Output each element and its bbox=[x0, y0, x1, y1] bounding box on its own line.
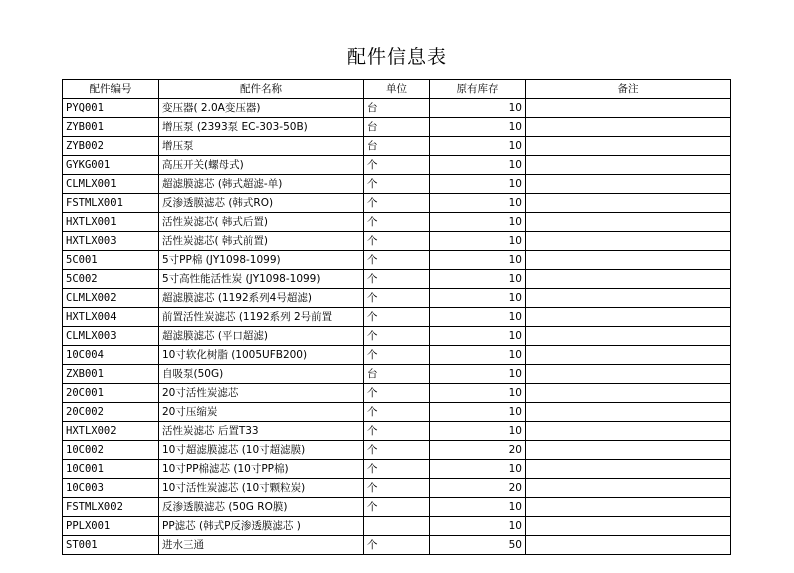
cell-stock[interactable]: 10 bbox=[430, 327, 526, 346]
table-row bbox=[63, 232, 731, 251]
cell-stock[interactable]: 10 bbox=[430, 365, 526, 384]
cell-code[interactable]: HXTLX002 bbox=[63, 422, 159, 441]
table-row bbox=[63, 99, 731, 118]
page-title: 配件信息表 bbox=[346, 46, 447, 68]
cell-stock[interactable]: 10 bbox=[430, 194, 526, 213]
cell-unit[interactable]: 个 bbox=[364, 232, 430, 251]
cell-name[interactable]: 增压泵 (2393泵 EC-303-50B) bbox=[159, 118, 364, 137]
cell-name[interactable]: 活性炭滤芯( 韩式后置) bbox=[159, 213, 364, 232]
cell-code[interactable]: 10C004 bbox=[63, 346, 159, 365]
cell-name[interactable]: 10寸活性炭滤芯 (10寸颗粒炭) bbox=[159, 479, 364, 498]
table-row bbox=[63, 308, 731, 327]
cell-unit[interactable]: 个 bbox=[364, 460, 430, 479]
cell-name[interactable]: 20寸压缩炭 bbox=[159, 403, 364, 422]
cell-stock[interactable]: 10 bbox=[430, 156, 526, 175]
table-row bbox=[63, 498, 731, 517]
table-row bbox=[63, 251, 731, 270]
table-row bbox=[63, 479, 731, 498]
cell-code[interactable]: HXTLX004 bbox=[63, 308, 159, 327]
cell-remark[interactable] bbox=[526, 460, 731, 479]
cell-stock[interactable]: 10 bbox=[430, 403, 526, 422]
cell-remark[interactable] bbox=[526, 517, 731, 536]
cell-remark[interactable] bbox=[526, 308, 731, 327]
cell-code[interactable]: 10C001 bbox=[63, 460, 159, 479]
cell-stock[interactable]: 10 bbox=[430, 460, 526, 479]
cell-remark[interactable] bbox=[526, 156, 731, 175]
cell-code[interactable]: ST001 bbox=[63, 536, 159, 555]
cell-unit[interactable]: 个 bbox=[364, 498, 430, 517]
cell-stock[interactable]: 10 bbox=[430, 308, 526, 327]
cell-stock[interactable]: 10 bbox=[430, 137, 526, 156]
table-row bbox=[63, 270, 731, 289]
cell-unit[interactable]: 个 bbox=[364, 441, 430, 460]
cell-remark[interactable] bbox=[526, 479, 731, 498]
cell-code[interactable]: 10C002 bbox=[63, 441, 159, 460]
cell-name[interactable]: 增压泵 bbox=[159, 137, 364, 156]
cell-unit[interactable]: 台 bbox=[364, 99, 430, 118]
table-row bbox=[63, 194, 731, 213]
cell-remark[interactable] bbox=[526, 232, 731, 251]
table-row bbox=[63, 327, 731, 346]
cell-remark[interactable] bbox=[526, 403, 731, 422]
header-unit: 单位 bbox=[364, 80, 430, 99]
cell-code[interactable]: 5C002 bbox=[63, 270, 159, 289]
cell-code[interactable]: ZYB001 bbox=[63, 118, 159, 137]
cell-stock[interactable]: 10 bbox=[430, 517, 526, 536]
cell-stock[interactable]: 10 bbox=[430, 251, 526, 270]
cell-remark[interactable] bbox=[526, 441, 731, 460]
cell-name[interactable]: 高压开关(螺母式) bbox=[159, 156, 364, 175]
cell-remark[interactable] bbox=[526, 251, 731, 270]
cell-code[interactable]: HXTLX003 bbox=[63, 232, 159, 251]
cell-remark[interactable] bbox=[526, 498, 731, 517]
cell-name[interactable]: 反渗透膜滤芯 (50G RO膜) bbox=[159, 498, 364, 517]
table-body bbox=[63, 99, 731, 555]
cell-code[interactable]: 5C001 bbox=[63, 251, 159, 270]
parts-table bbox=[62, 79, 731, 555]
cell-code[interactable]: ZXB001 bbox=[63, 365, 159, 384]
cell-stock[interactable]: 10 bbox=[430, 232, 526, 251]
cell-stock[interactable]: 10 bbox=[430, 422, 526, 441]
table-header-row bbox=[63, 80, 731, 99]
cell-unit[interactable]: 个 bbox=[364, 270, 430, 289]
cell-name[interactable]: 反渗透膜滤芯 (韩式RO) bbox=[159, 194, 364, 213]
cell-code[interactable]: CLMLX001 bbox=[63, 175, 159, 194]
cell-name[interactable]: PP滤芯 (韩式P反渗透膜滤芯 ) bbox=[159, 517, 364, 536]
table-row bbox=[63, 175, 731, 194]
cell-name[interactable]: 5寸PP棉 (JY1098-1099) bbox=[159, 251, 364, 270]
cell-unit[interactable]: 个 bbox=[364, 289, 430, 308]
cell-unit[interactable]: 个 bbox=[364, 308, 430, 327]
cell-code[interactable]: CLMLX003 bbox=[63, 327, 159, 346]
header-remark: 备注 bbox=[526, 80, 731, 99]
cell-unit[interactable]: 个 bbox=[364, 384, 430, 403]
table-row bbox=[63, 137, 731, 156]
cell-name[interactable]: 前置活性炭滤芯 (1192系列 2号前置 bbox=[159, 308, 364, 327]
cell-stock[interactable]: 10 bbox=[430, 270, 526, 289]
cell-remark[interactable] bbox=[526, 118, 731, 137]
table-row bbox=[63, 441, 731, 460]
cell-name[interactable]: 10寸超滤膜滤芯 (10寸超滤膜) bbox=[159, 441, 364, 460]
cell-unit[interactable]: 个 bbox=[364, 479, 430, 498]
cell-code[interactable]: PYQ001 bbox=[63, 99, 159, 118]
cell-remark[interactable] bbox=[526, 194, 731, 213]
cell-remark[interactable] bbox=[526, 346, 731, 365]
cell-unit[interactable]: 个 bbox=[364, 536, 430, 555]
cell-stock[interactable]: 10 bbox=[430, 175, 526, 194]
cell-unit[interactable]: 个 bbox=[364, 194, 430, 213]
cell-unit[interactable]: 个 bbox=[364, 175, 430, 194]
cell-remark[interactable] bbox=[526, 213, 731, 232]
cell-name[interactable]: 超滤膜滤芯 (平口超滤) bbox=[159, 327, 364, 346]
table-row bbox=[63, 346, 731, 365]
cell-remark[interactable] bbox=[526, 384, 731, 403]
cell-remark[interactable] bbox=[526, 327, 731, 346]
cell-stock[interactable]: 10 bbox=[430, 99, 526, 118]
cell-unit[interactable]: 个 bbox=[364, 346, 430, 365]
cell-unit[interactable] bbox=[364, 517, 430, 536]
cell-code[interactable]: 20C001 bbox=[63, 384, 159, 403]
table-row bbox=[63, 460, 731, 479]
table-row bbox=[63, 213, 731, 232]
cell-remark[interactable] bbox=[526, 422, 731, 441]
cell-stock[interactable]: 10 bbox=[430, 346, 526, 365]
cell-unit[interactable]: 个 bbox=[364, 422, 430, 441]
cell-code[interactable]: PPLX001 bbox=[63, 517, 159, 536]
cell-code[interactable]: ZYB002 bbox=[63, 137, 159, 156]
cell-unit[interactable]: 个 bbox=[364, 327, 430, 346]
header-name: 配件名称 bbox=[159, 80, 364, 99]
cell-unit[interactable]: 个 bbox=[364, 213, 430, 232]
cell-unit[interactable]: 个 bbox=[364, 403, 430, 422]
cell-unit[interactable]: 个 bbox=[364, 251, 430, 270]
cell-code[interactable]: CLMLX002 bbox=[63, 289, 159, 308]
cell-stock[interactable]: 10 bbox=[430, 289, 526, 308]
cell-remark[interactable] bbox=[526, 270, 731, 289]
cell-stock[interactable]: 10 bbox=[430, 213, 526, 232]
cell-remark[interactable] bbox=[526, 175, 731, 194]
cell-unit[interactable]: 个 bbox=[364, 156, 430, 175]
cell-remark[interactable] bbox=[526, 365, 731, 384]
cell-unit[interactable]: 台 bbox=[364, 365, 430, 384]
cell-stock[interactable]: 10 bbox=[430, 118, 526, 137]
cell-unit[interactable]: 台 bbox=[364, 137, 430, 156]
table-row bbox=[63, 403, 731, 422]
cell-name[interactable]: 20寸活性炭滤芯 bbox=[159, 384, 364, 403]
cell-stock[interactable]: 10 bbox=[430, 384, 526, 403]
cell-name[interactable]: 超滤膜滤芯 (1192系列4号超滤) bbox=[159, 289, 364, 308]
cell-name[interactable]: 进水三通 bbox=[159, 536, 364, 555]
cell-name[interactable]: 变压器( 2.0A变压器) bbox=[159, 99, 364, 118]
cell-name[interactable]: 超滤膜滤芯 (韩式超滤-单) bbox=[159, 175, 364, 194]
table-row bbox=[63, 365, 731, 384]
cell-code[interactable]: HXTLX001 bbox=[63, 213, 159, 232]
cell-remark[interactable] bbox=[526, 99, 731, 118]
cell-code[interactable]: 10C003 bbox=[63, 479, 159, 498]
cell-name[interactable]: 10寸软化树脂 (1005UFB200) bbox=[159, 346, 364, 365]
header-stock: 原有库存 bbox=[430, 80, 526, 99]
cell-stock[interactable]: 20 bbox=[430, 479, 526, 498]
cell-remark[interactable] bbox=[526, 137, 731, 156]
cell-stock[interactable]: 50 bbox=[430, 536, 526, 555]
cell-code[interactable]: GYKG001 bbox=[63, 156, 159, 175]
cell-name[interactable]: 活性炭滤芯( 韩式前置) bbox=[159, 232, 364, 251]
cell-unit[interactable]: 台 bbox=[364, 118, 430, 137]
cell-remark[interactable] bbox=[526, 289, 731, 308]
table-row bbox=[63, 517, 731, 536]
cell-code[interactable]: 20C002 bbox=[63, 403, 159, 422]
table-row bbox=[63, 289, 731, 308]
header-code: 配件编号 bbox=[63, 80, 159, 99]
table-row bbox=[63, 156, 731, 175]
cell-name[interactable]: 10寸PP棉滤芯 (10寸PP棉) bbox=[159, 460, 364, 479]
table-row bbox=[63, 536, 731, 555]
cell-remark[interactable] bbox=[526, 536, 731, 555]
cell-stock[interactable]: 20 bbox=[430, 441, 526, 460]
table-row bbox=[63, 384, 731, 403]
cell-name[interactable]: 自吸泵(50G) bbox=[159, 365, 364, 384]
cell-code[interactable]: FSTMLX001 bbox=[63, 194, 159, 213]
cell-stock[interactable]: 10 bbox=[430, 498, 526, 517]
cell-name[interactable]: 活性炭滤芯 后置T33 bbox=[159, 422, 364, 441]
table-row bbox=[63, 422, 731, 441]
cell-name[interactable]: 5寸高性能活性炭 (JY1098-1099) bbox=[159, 270, 364, 289]
cell-code[interactable]: FSTMLX002 bbox=[63, 498, 159, 517]
table-row bbox=[63, 118, 731, 137]
